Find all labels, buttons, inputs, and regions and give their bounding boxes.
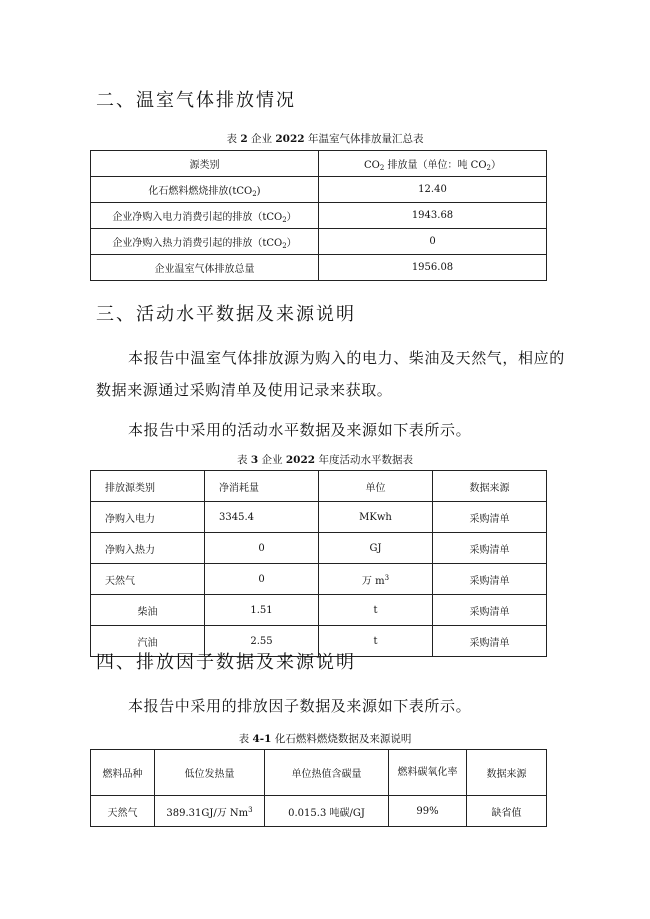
table4-caption: 表 4-1 化石燃料燃烧数据及来源说明 <box>238 733 412 745</box>
cell-type: 汽油 <box>91 626 205 657</box>
cell-carbon-content: 0.015.3 吨碳/GJ <box>265 796 389 827</box>
table-row <box>91 533 547 564</box>
cell-type: 柴油 <box>91 595 205 626</box>
cell-fuel: 天然气 <box>91 796 155 827</box>
cell-type: 净购入热力 <box>91 533 205 564</box>
header-ncv: 低位发热量 <box>155 750 265 796</box>
table-row <box>91 203 547 229</box>
section3-paragraph1-line2: 数据来源通过采购清单及使用记录来获取。 <box>96 381 393 399</box>
section3-heading: 三、活动水平数据及来源说明 <box>96 304 356 325</box>
table-row <box>91 595 547 626</box>
header-net-consumption: 净消耗量 <box>205 471 319 502</box>
section4-paragraph1: 本报告中采用的排放因子数据及来源如下表所示。 <box>128 697 472 715</box>
cell-unit: GJ <box>319 533 433 564</box>
row-label: 化石燃料燃烧排放(tCO$_2$) <box>91 177 319 203</box>
table-row <box>91 229 547 255</box>
header-fuel-type: 燃料品种 <box>91 750 155 796</box>
header-emission-amount: $CO_2$ 排放量（单位：吨 $CO_2$） <box>319 151 547 177</box>
header-data-source: 数据来源 <box>433 471 547 502</box>
activity-data-table <box>90 470 547 657</box>
table-header-row <box>91 471 547 502</box>
cell-source: 采购清单 <box>433 626 547 657</box>
table-row <box>91 564 547 595</box>
header-emission-source: 排放源类别 <box>91 471 205 502</box>
cell-amount: 2.55 <box>205 626 319 657</box>
row-value: 0 <box>319 229 547 255</box>
header-carbon-content: 单位热值含碳量 <box>265 750 389 796</box>
cell-source: 采购清单 <box>433 564 547 595</box>
section3-paragraph1-line1: 本报告中温室气体排放源为购入的电力、柴油及天然气，相应的 <box>128 349 565 367</box>
cell-oxidation-rate: 99% <box>389 796 467 827</box>
section2-heading: 二、温室气体排放情况 <box>96 90 296 111</box>
cell-ncv: 389.31GJ/万 Nm$^3$ <box>155 796 265 827</box>
row-label: 企业净购入电力消费引起的排放（tCO$_2$） <box>91 203 319 229</box>
cell-amount: 3345.4 <box>205 502 319 533</box>
cell-source: 采购清单 <box>433 595 547 626</box>
table3-caption: 表 3 企业 2022 年度活动水平数据表 <box>237 454 413 466</box>
row-label: 企业温室气体排放总量 <box>91 255 319 281</box>
cell-unit: t <box>319 595 433 626</box>
table-row <box>91 177 547 203</box>
table-row <box>91 255 547 281</box>
emission-factor-table <box>90 749 547 827</box>
table-header-row <box>91 151 547 177</box>
cell-type: 天然气 <box>91 564 205 595</box>
row-label: 企业净购入热力消费引起的排放（tCO$_2$） <box>91 229 319 255</box>
cell-source: 缺省值 <box>467 796 547 827</box>
header-data-source: 数据来源 <box>467 750 547 796</box>
section4-heading: 四、排放因子数据及来源说明 <box>96 652 356 673</box>
row-value: 1956.08 <box>319 255 547 281</box>
header-source-category: 源类别 <box>91 151 319 177</box>
table-row <box>91 502 547 533</box>
cell-unit: t <box>319 626 433 657</box>
section3-paragraph2: 本报告中采用的活动水平数据及来源如下表所示。 <box>128 421 472 439</box>
cell-source: 采购清单 <box>433 502 547 533</box>
cell-amount: 0 <box>205 564 319 595</box>
row-value: 12.40 <box>319 177 547 203</box>
cell-unit: MKwh <box>319 502 433 533</box>
cell-type: 净购入电力 <box>91 502 205 533</box>
table-header-row <box>91 750 547 796</box>
table-row <box>91 796 547 827</box>
table2-caption: 表 2 企业 2022 年温室气体排放量汇总表 <box>226 133 424 145</box>
ghg-summary-table <box>90 150 547 281</box>
cell-amount: 0 <box>205 533 319 564</box>
header-unit: 单位 <box>319 471 433 502</box>
header-oxidation-rate: 燃料碳氧化率 <box>389 750 467 796</box>
row-value: 1943.68 <box>319 203 547 229</box>
cell-unit: 万 $m^3$ <box>319 564 433 595</box>
cell-source: 采购清单 <box>433 533 547 564</box>
cell-amount: 1.51 <box>205 595 319 626</box>
